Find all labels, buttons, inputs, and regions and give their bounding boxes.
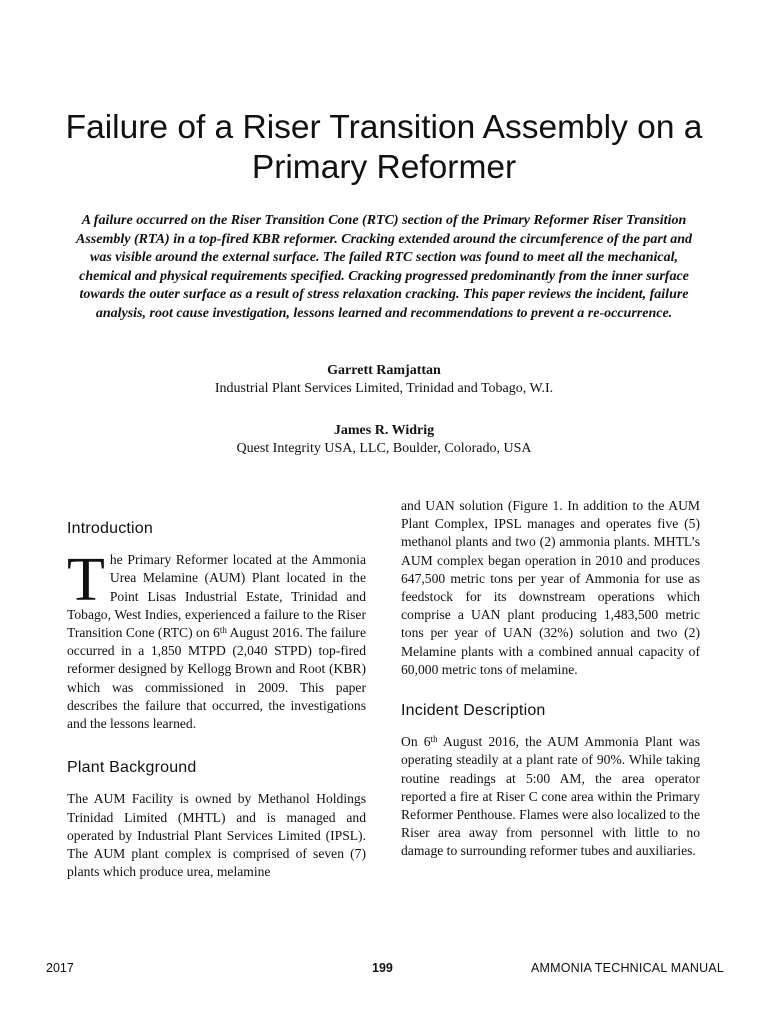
superscript: th (219, 625, 227, 636)
incident-paragraph (401, 733, 700, 860)
incident-text-part: August 2016, the AUM Ammonia Plant was operating steadily at a plant rate of 90%. While taking routine readings at 5:00 AM, the area operator reported a fire at Riser C cone area within the Primary Reformer Penthouse. Flames were also localized to the Riser area away from personnel with little to no damage to surrounding reformer tubes and auxiliaries. (401, 734, 700, 859)
plant-background-paragraph: The AUM Facility is owned by Methanol Holdings Trinidad Limited (MHTL) and is managed and operated by Industrial Plant Services Limited (IPSL). The AUM plant complex is comprised of seven (7) plants which produce urea, melamine (67, 791, 366, 880)
introduction-heading: Introduction (67, 520, 154, 537)
footer-year: 2017 (46, 961, 74, 975)
author-block (60, 362, 708, 398)
right-column (401, 497, 700, 861)
superscript: th (430, 734, 438, 745)
incident-description-heading: Incident Description (401, 702, 546, 720)
author-affiliation: Industrial Plant Services Limited, Trinidad and Tobago, W.I. (214, 381, 554, 396)
author-name: Garrett Ramjattan (327, 363, 441, 378)
left-column (67, 520, 366, 881)
plant-background-heading: Plant Background (67, 759, 197, 777)
abstract: A failure occurred on the Riser Transition Cone (RTC) section of the Primary Reformer Riser Transition Assembly (RTA) in a top-fired KBR reformer. Cracking extended around the circumference of the part and was visible around the external surface. The failed RTC section was found to meet all the mechanical, chemical and physical requirements specified. Cracking progressed predominantly from the inner surface towards the outer surface as a result of stress relaxation cracking. This paper reviews the incident, failure analysis, root cause investigation, lessons learned and recommendations to prevent a re-occurrence. (76, 213, 692, 321)
introduction-paragraph (67, 546, 366, 733)
paper-title: Failure of a Riser Transition Assembly on a Primary Reformer (65, 109, 703, 186)
introduction-text-part: August 2016. The failure occurred in a 1,850 MTPD (2,040 STPD) top-fired reformer designed by Kellogg Brown and Root (KBR) which was commissioned in 2009. This paper describes the failure that occurred, the investigations and the lessons learned. (67, 625, 366, 732)
author-block (60, 422, 708, 458)
page-number: 199 (372, 961, 393, 975)
author-affiliation: Quest Integrity USA, LLC, Boulder, Colorado, USA (236, 441, 532, 456)
plant-background-continuation: and UAN solution (Figure 1. In addition to the AUM Plant Complex, IPSL manages and operates five (5) methanol plants and two (2) ammonia plants. MHTL’s AUM complex began operation in 2010 and produces 647,500 metric tons per year of Ammonia for use as feedstock for its downstream operations which comprise a UAN plant producing 1,483,500 metric tons per year of UAN (32%) solution and two (2) Melamine plants with a combined annual capacity of 60,000 metric tons of melamine. (401, 498, 700, 677)
incident-text-part: On 6 (401, 734, 431, 750)
publication-name: AMMONIA TECHNICAL MANUAL (530, 961, 724, 975)
author-name: James R. Widrig (333, 423, 435, 438)
introduction-text-part: he Primary Reformer located at the Ammonia Urea Melamine (AUM) Plant located in the Point Lisas Industrial Estate, Trinidad and Tobago, West Indies, experienced a failure to the Riser Transition Cone (RTC) on 6 (67, 552, 366, 641)
drop-cap: T (67, 546, 105, 615)
